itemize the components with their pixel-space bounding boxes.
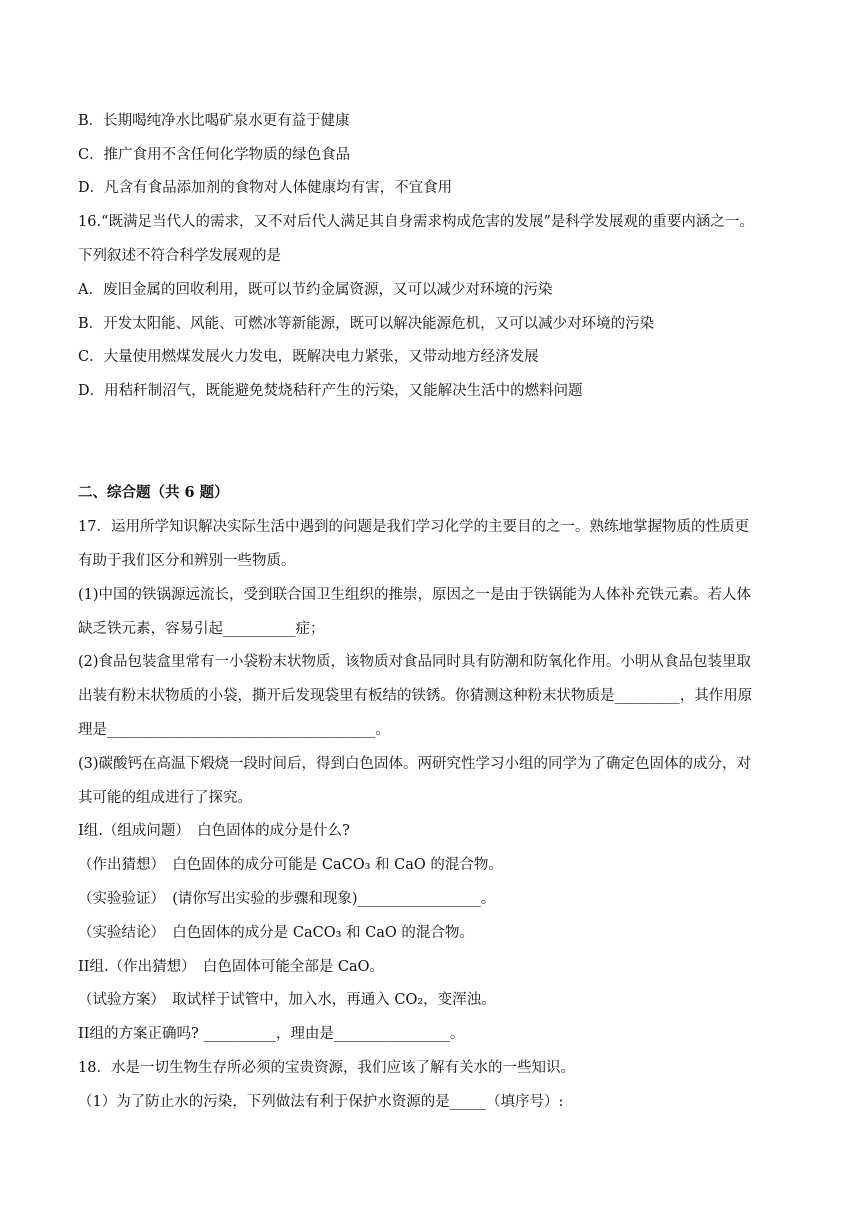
q16-stem-line-2: 下列叙述不符合科学发展观的是 (78, 248, 281, 264)
q17-part2-line-1: (2)食品包装盒里常有一小袋粉末状物质，该物质对食品同时具有防潮和防氧化作用。小明从食品包装里取 (78, 654, 752, 670)
q16-option-d: D．用秸秆制沼气，既能避免焚烧秸秆产生的污染，又能解决生活中的燃料问题 (78, 383, 583, 399)
q17-part2-line-2: 出装有粉末状物质的小袋，撕开后发现袋里有板结的铁锈。你猜测这种粉末状物质是_________，其作用原 (78, 688, 753, 704)
group2-question: II组的方案正确吗? __________，理由是________________。 (78, 1026, 465, 1042)
q17-part2-line-3: 理是_____________________________________。 (78, 722, 390, 738)
group2-plan: （试验方案） 取试样于试管中，加入水，再通入 CO₂，变浑浊。 (78, 992, 496, 1008)
group2-hypothesis: II组.（作出猜想） 白色固体可能全部是 CaO。 (78, 959, 385, 975)
group1-hypothesis: （作出猜想） 白色固体的成分可能是 CaCO₃ 和 CaO 的混合物。 (78, 857, 503, 873)
q16-stem-line-1: 16.“既满足当代人的需求，又不对后代人满足其自身需求构成危害的发展”是科学发展观的重要内涵之一。 (78, 214, 754, 230)
q17-stem-line-2: 有助于我们区分和辨别一些物质。 (78, 553, 296, 569)
q15-option-b: B．长期喝纯净水比喝矿泉水更有益于健康 (78, 113, 350, 129)
q17-part3-line-2: 其可能的组成进行了探究。 (78, 790, 252, 806)
group1-question: I组.（组成问题） 白色固体的成分是什么? (78, 823, 350, 839)
q18-part1: （1）为了防止水的污染，下列做法有利于保护水资源的是_____（填序号）: (78, 1094, 564, 1110)
section-heading: 二、综合题（共 6 题） (78, 484, 229, 501)
q15-option-d: D．凡含有食品添加剂的食物对人体健康均有害，不宜食用 (78, 180, 453, 196)
q17-part1-line-1: (1)中国的铁锅源远流长，受到联合国卫生组织的推崇，原因之一是由于铁锅能为人体补充铁元素。若人体 (78, 587, 752, 603)
q17-part1-line-2: 缺乏铁元素，容易引起__________症； (78, 621, 325, 637)
q18-stem: 18．水是一切生物生存所必须的宝贵资源，我们应该了解有关水的一些知识。 (78, 1060, 575, 1076)
q16-option-c: C．大量使用燃煤发展火力发电，既解决电力紧张，又带动地方经济发展 (78, 349, 539, 365)
group1-conclusion: （实验结论） 白色固体的成分是 CaCO₃ 和 CaO 的混合物。 (78, 925, 474, 941)
q16-option-b: B．开发太阳能、风能、可燃冰等新能源，既可以解决能源危机，又可以减少对环境的污染 (78, 316, 655, 332)
q17-part3-line-1: (3)碳酸钙在高温下煅烧一段时间后，得到白色固体。两研究性学习小组的同学为了确定色固体的成分，对 (78, 756, 752, 772)
q15-option-c: C．推广食用不含任何化学物质的绿色食品 (78, 147, 351, 163)
q16-option-a: A．废旧金属的回收利用，既可以节约金属资源，又可以减少对环境的污染 (78, 282, 553, 298)
q17-stem-line-1: 17．运用所学知识解决实际生活中遇到的问题是我们学习化学的主要目的之一。熟练地掌握物质的性质更 (78, 519, 749, 535)
group1-verification: （实验验证） (请你写出实验的步骤和现象)_________________。 (78, 891, 496, 907)
